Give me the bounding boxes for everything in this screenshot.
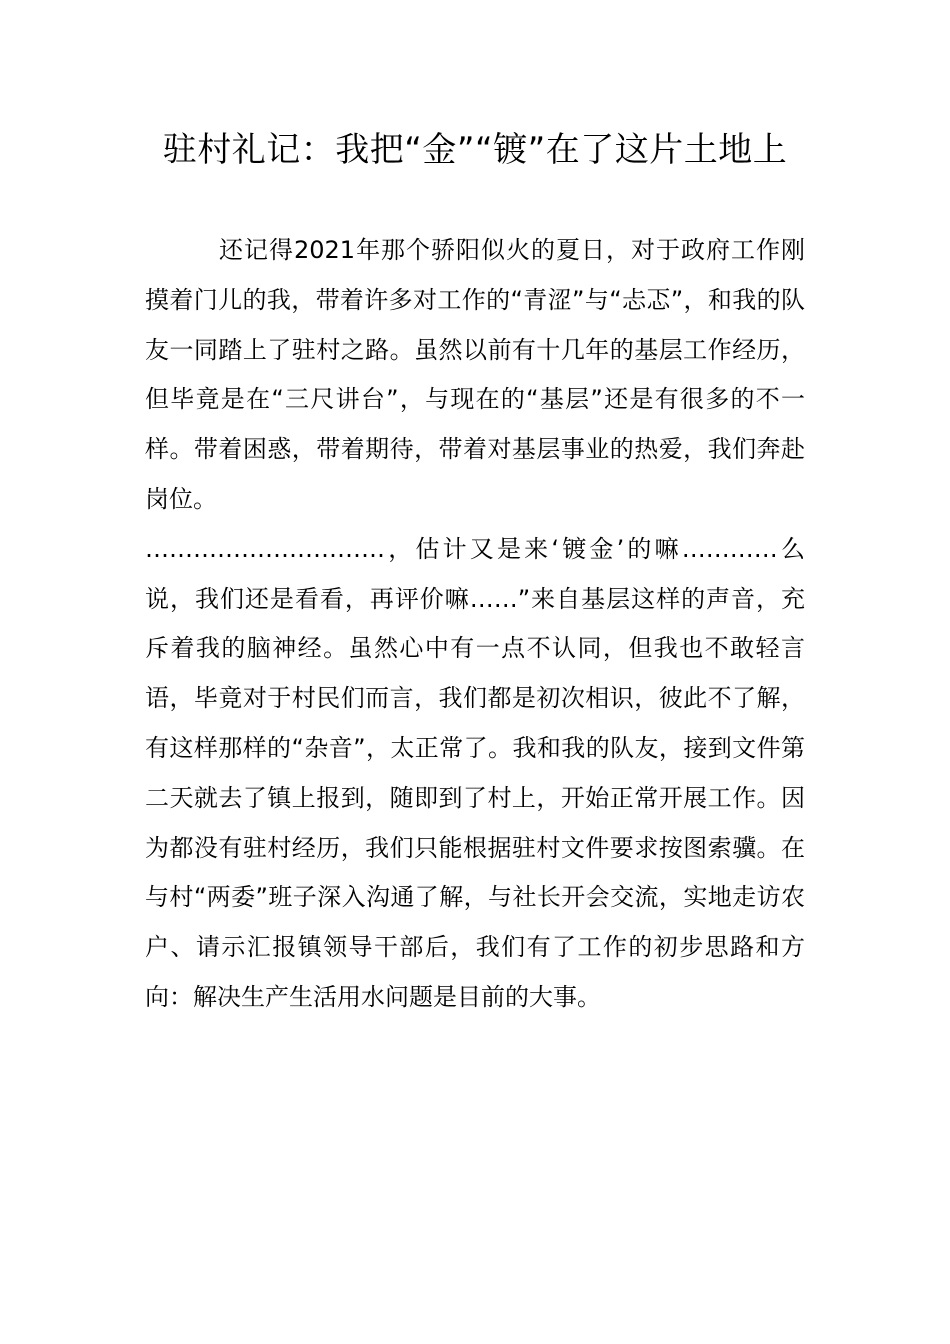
document-body [145,226,805,1023]
document-title: 驻村礼记：我把“金”“镀”在了这片土地上 [162,130,788,170]
paragraph-2: …………………………，估计又是来‘镀金’的嘛…………么说，我们还是看看，再评价嘛……”来自基层这样的声音，充斥着我的脑神经。虽然心中有一点不认同，但我也不敢轻言语，毕竟对于村民们而言，我们都是初次相识，彼此不了解，有这样那样的“杂音”，太正常了。我和我的队友，接到文件第二天就去了镇上报到，随即到了村上，开始正常开展工作。因为都没有驻村经历，我们只能根据驻村文件要求按图索骥。在与村“两委”班子深入沟通了解，与社长开会交流，实地走访农户、请示汇报镇领导干部后，我们有了工作的初步思路和方向：解决生产生活用水问题是目前的大事。 [145,534,805,1011]
paragraph-1: 还记得2021年那个骄阳似火的夏日，对于政府工作刚摸着门儿的我，带着许多对工作的“青涩”与“忐忑”，和我的队友一同踏上了驻村之路。虽然以前有十几年的基层工作经历，但毕竟是在“三尺讲台”，与现在的“基层”还是有很多的不一样。带着困惑，带着期待，带着对基层事业的热爱，我们奔赴岗位。 [145,236,805,513]
